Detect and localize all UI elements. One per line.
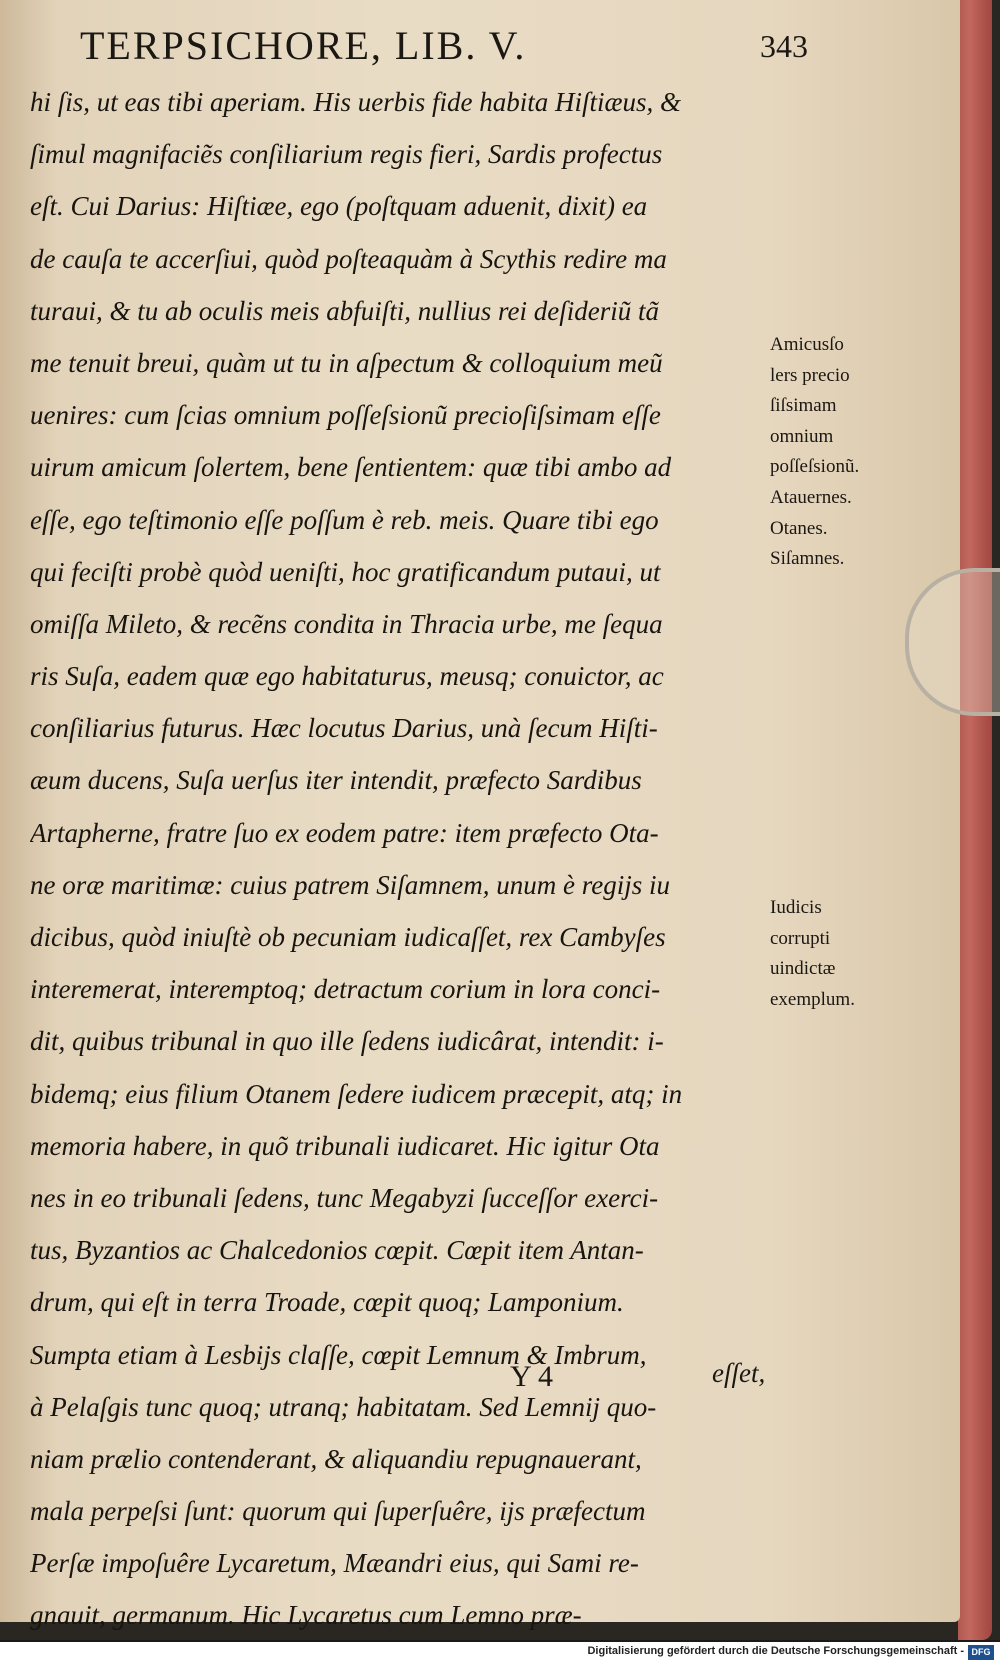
margin-note-line: Otanes. bbox=[770, 517, 828, 539]
text-line: æum ducens, Suſa uerſus iter intendit, præfecto Sardibus bbox=[30, 765, 642, 796]
margin-note-line: corrupti bbox=[770, 927, 831, 949]
page-number: 343 bbox=[760, 28, 808, 64]
margin-note-judge bbox=[770, 893, 855, 1015]
text-line: ris Suſa, eadem quæ ego habitaturus, meusq; conuictor, ac bbox=[30, 661, 664, 692]
text-line: Perſæ impoſuêre Lycaretum, Mæandri eius, qui Sami re- bbox=[30, 1548, 639, 1579]
margin-note-line: uindictæ bbox=[770, 958, 836, 979]
text-line: qui feciſti probè quòd ueniſti, hoc gratificandum putaui, ut bbox=[30, 556, 661, 587]
text-line: eſt. Cui Darius: Hiſtiæe, ego (poſtquam aduenit, dixit) ea bbox=[30, 191, 648, 222]
text-line: gnauit, germanum. Hic Lycaretus cum Lemno præ- bbox=[30, 1600, 582, 1631]
margin-note-line: Siſamnes. bbox=[770, 548, 845, 569]
margin-note-names bbox=[770, 483, 852, 575]
dfg-logo-icon: DFG bbox=[968, 1645, 994, 1660]
footer-bar bbox=[0, 1642, 1000, 1664]
text-line: drum, qui eſt in terra Troade, cœpit quoq; Lamponium. bbox=[30, 1287, 624, 1318]
margin-note-friend bbox=[770, 330, 859, 483]
margin-note-line: poſſeſsionũ. bbox=[770, 456, 860, 477]
page-edge bbox=[958, 0, 992, 1640]
text-line: uirum amicum ſolertem, bene ſentientem: quæ tibi ambo ad bbox=[30, 452, 672, 483]
signature-mark: Y 4 bbox=[510, 1360, 554, 1393]
margin-note-line: Amicusſo bbox=[770, 334, 844, 355]
body-text bbox=[30, 76, 780, 1642]
text-line: nes in eo tribunali ſedens, tunc Megabyzi ſucceſſor exerci- bbox=[30, 1182, 659, 1213]
text-line: bidemq; eius filium Otanem ſedere iudicem præcepit, atq; in bbox=[30, 1078, 683, 1109]
text-line: memoria habere, in quõ tribunali iudicaret. Hic igitur Ota bbox=[30, 1130, 660, 1161]
running-head bbox=[70, 22, 810, 70]
text-line: conſiliarius futurus. Hæc locutus Darius, unà ſecum Hiſti- bbox=[30, 713, 658, 744]
catchword: eſſet, bbox=[712, 1358, 766, 1388]
margin-note-line: Iudicis bbox=[770, 897, 822, 918]
text-line: omiſſa Mileto, & recẽns condita in Thracia urbe, me ſequa bbox=[30, 608, 663, 639]
text-line: eſſe, ego teſtimonio eſſe poſſum è reb. meis. Quare tibi ego bbox=[30, 504, 659, 535]
text-line: hi ſis, ut eas tibi aperiam. His uerbis fide habita Hiſtiæus, & bbox=[30, 87, 682, 117]
text-line: Artapherne, fratre ſuo ex eodem patre: item præfecto Ota- bbox=[30, 817, 659, 848]
text-line: uenires: cum ſcias omnium poſſeſsionũ precioſiſsimam eſſe bbox=[30, 400, 661, 431]
text-line: de cauſa te accerſiui, quòd poſteaquàm à Scythis redire ma bbox=[30, 243, 667, 274]
text-line: niam prælio contenderant, & aliquandiu repugnauerant, bbox=[30, 1443, 642, 1474]
text-line: ſimul magnifaciẽs conſiliarium regis fieri, Sardis profectus bbox=[30, 139, 663, 170]
text-line: turaui, & tu ab oculis meis abfuiſti, nullius rei deſideriũ tã bbox=[30, 295, 659, 326]
running-title: TERPSICHORE, LIB. V. bbox=[80, 23, 527, 68]
text-line: tus, Byzantios ac Chalcedonios cœpit. Cœpit item Antan- bbox=[30, 1235, 644, 1266]
text-line: Sumpta etiam à Lesbijs claſſe, cœpit Lemnum & Imbrum, bbox=[30, 1339, 647, 1370]
margin-note-line: omnium bbox=[770, 425, 834, 447]
text-line: me tenuit breui, quàm ut tu in aſpectum & colloquium meũ bbox=[30, 347, 663, 378]
text-line: mala perpeſsi ſunt: quorum qui ſuperſuêre, ijs præfectum bbox=[30, 1496, 646, 1527]
text-line: à Pelaſgis tunc quoq; utranq; habitatam. Sed Lemnij quo- bbox=[30, 1391, 657, 1422]
margin-note-line: lers precio bbox=[770, 364, 850, 386]
text-line: ne oræ maritimæ: cuius patrem Siſamnem, unum è regijs iu bbox=[30, 869, 670, 900]
margin-note-line: ſiſsimam bbox=[770, 395, 837, 416]
margin-note-line: exemplum. bbox=[770, 988, 855, 1010]
text-line: interemerat, interemptoq; detractum corium in lora conci- bbox=[30, 974, 661, 1005]
text-line: dicibus, quòd iniuſtè ob pecuniam iudicaſſet, rex Cambyſes bbox=[30, 922, 666, 952]
footer-credit: Digitalisierung gefördert durch die Deutsche Forschungsgemeinschaft - bbox=[587, 1645, 964, 1657]
text-line: dit, quibus tribunal in quo ille ſedens iudicârat, intendit: i- bbox=[30, 1026, 664, 1057]
margin-note-line: Atauernes. bbox=[770, 487, 852, 508]
